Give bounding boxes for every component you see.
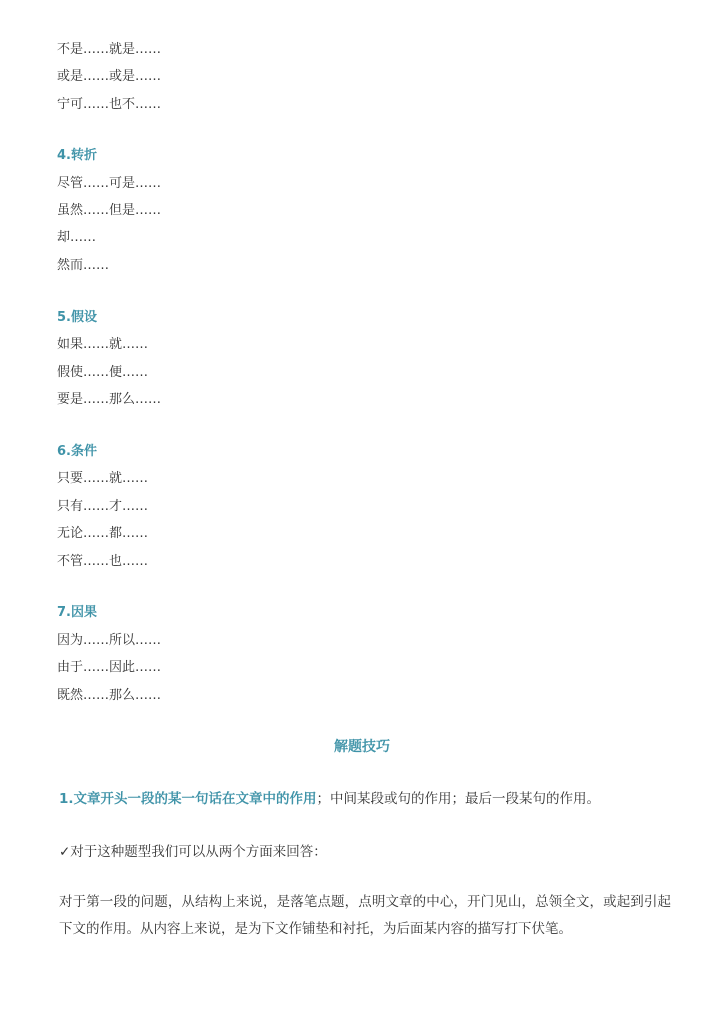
connective-line: 无论……都……	[57, 526, 149, 541]
section-heading-transition: 4.转折	[57, 148, 97, 163]
connective-line: 如果……就……	[57, 337, 149, 352]
tips-title: 解题技巧	[334, 739, 390, 755]
section-heading-hypothesis: 5.假设	[57, 310, 97, 325]
connective-line: 假使……便……	[57, 365, 149, 380]
question-rest: ；中间某段或句的作用；最后一段某句的作用。	[316, 791, 601, 807]
connective-line: 却……	[57, 230, 97, 245]
connective-line: 然而……	[57, 258, 110, 273]
connective-line: 不是……就是……	[57, 42, 162, 57]
section-heading-condition: 6.条件	[57, 444, 97, 459]
connective-line: 尽管……可是……	[57, 176, 162, 191]
connective-line: 只有……才……	[57, 499, 149, 514]
connective-line: 要是……那么……	[57, 392, 162, 407]
check-line: ✓对于这种题型我们可以从两个方面来回答：	[59, 844, 327, 860]
connective-line: 不管……也……	[57, 554, 149, 569]
connective-line: 虽然……但是……	[57, 203, 162, 218]
connective-line: 宁可……也不……	[57, 97, 162, 112]
section-heading-cause-effect: 7.因果	[57, 605, 97, 620]
answer-paragraph: 对于第一段的问题，从结构上来说，是落笔点题，点明文章的中心，开门见山，总领全文，或起到引起下文的作用。从内容上来说，是为下文作铺垫和衬托，为后面某内容的描写打下伏笔。	[59, 894, 671, 937]
connective-line: 或是……或是……	[57, 69, 162, 84]
question-accent: 1.文章开头一段的某一句话在文章中的作用	[59, 791, 317, 807]
connective-line: 既然……那么……	[57, 688, 162, 703]
question-line	[59, 790, 671, 808]
connective-line: 只要……就……	[57, 471, 149, 486]
connective-line: 因为……所以……	[57, 633, 162, 648]
connective-line: 由于……因此……	[57, 660, 162, 675]
